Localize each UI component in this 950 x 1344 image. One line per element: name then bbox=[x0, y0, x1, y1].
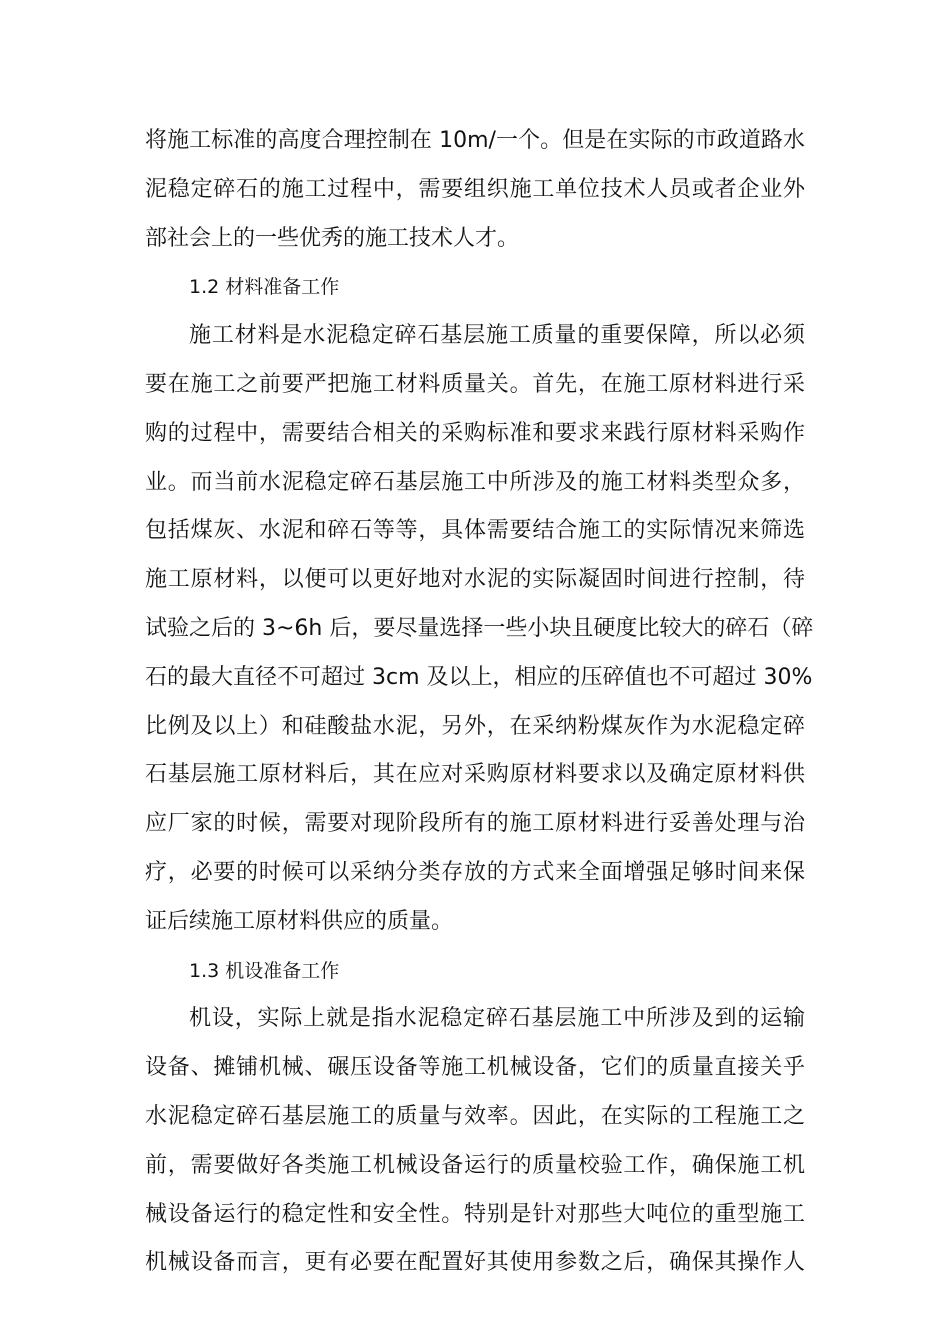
text-line: 试验之后的 3~6h 后，要尽量选择一些小块且硬度比较大的碎石（碎 bbox=[145, 615, 814, 641]
text-line: 石基层施工原材料后，其在应对采购原材料要求以及确定原材料供 bbox=[145, 762, 805, 788]
paragraph-last-line: 部社会上的一些优秀的施工技术人才。 bbox=[145, 225, 520, 251]
section-heading: 1.2 材料准备工作 bbox=[189, 276, 340, 299]
text-line: 设备、摊铺机械、碾压设备等施工机械设备，它们的质量直接关乎 bbox=[145, 1055, 805, 1081]
paragraph-first-line: 施工材料是水泥稳定碎石基层施工质量的重要保障，所以必须 bbox=[189, 323, 805, 349]
text-line: 购的过程中，需要结合相关的采购标准和要求来践行原材料采购作 bbox=[145, 420, 805, 446]
document-body bbox=[145, 117, 814, 1288]
paragraph-last-line: 证后续施工原材料供应的质量。 bbox=[145, 908, 454, 934]
text-line: 应厂家的时候，需要对现阶段所有的施工原材料进行妥善处理与治 bbox=[145, 811, 805, 837]
text-line: 前，需要做好各类施工机械设备运行的质量校验工作，确保施工机 bbox=[145, 1152, 805, 1178]
text-line: 机械设备而言，更有必要在配置好其使用参数之后，确保其操作人 bbox=[145, 1250, 805, 1276]
text-line: 泥稳定碎石的施工过程中，需要组织施工单位技术人员或者企业外 bbox=[145, 176, 805, 202]
text-line: 要在施工之前要严把施工材料质量关。首先，在施工原材料进行采 bbox=[145, 371, 805, 397]
text-line: 疗，必要的时候可以采纳分类存放的方式来全面增强足够时间来保 bbox=[145, 859, 805, 885]
text-line: 包括煤灰、水泥和碎石等等，具体需要结合施工的实际情况来筛选 bbox=[145, 518, 805, 544]
text-line: 将施工标准的高度合理控制在 10m/一个。但是在实际的市政道路水 bbox=[145, 128, 805, 153]
text-line: 石的最大直径不可超过 3cm 及以上，相应的压碎值也不可超过 30% bbox=[145, 664, 813, 690]
text-line: 械设备运行的稳定性和安全性。特别是针对那些大吨位的重型施工 bbox=[145, 1201, 805, 1227]
text-line: 施工原材料，以便可以更好地对水泥的实际凝固时间进行控制，待 bbox=[145, 567, 805, 593]
text-line: 水泥稳定碎石基层施工的质量与效率。因此，在实际的工程施工之 bbox=[145, 1103, 805, 1129]
text-line: 业。而当前水泥稳定碎石基层施工中所涉及的施工材料类型众多， bbox=[145, 469, 805, 495]
text-line: 比例及以上）和硅酸盐水泥，另外，在采纳粉煤灰作为水泥稳定碎 bbox=[145, 713, 805, 739]
section-heading: 1.3 机设准备工作 bbox=[189, 959, 340, 982]
paragraph-first-line: 机设，实际上就是指水泥稳定碎石基层施工中所涉及到的运输 bbox=[189, 1006, 805, 1032]
